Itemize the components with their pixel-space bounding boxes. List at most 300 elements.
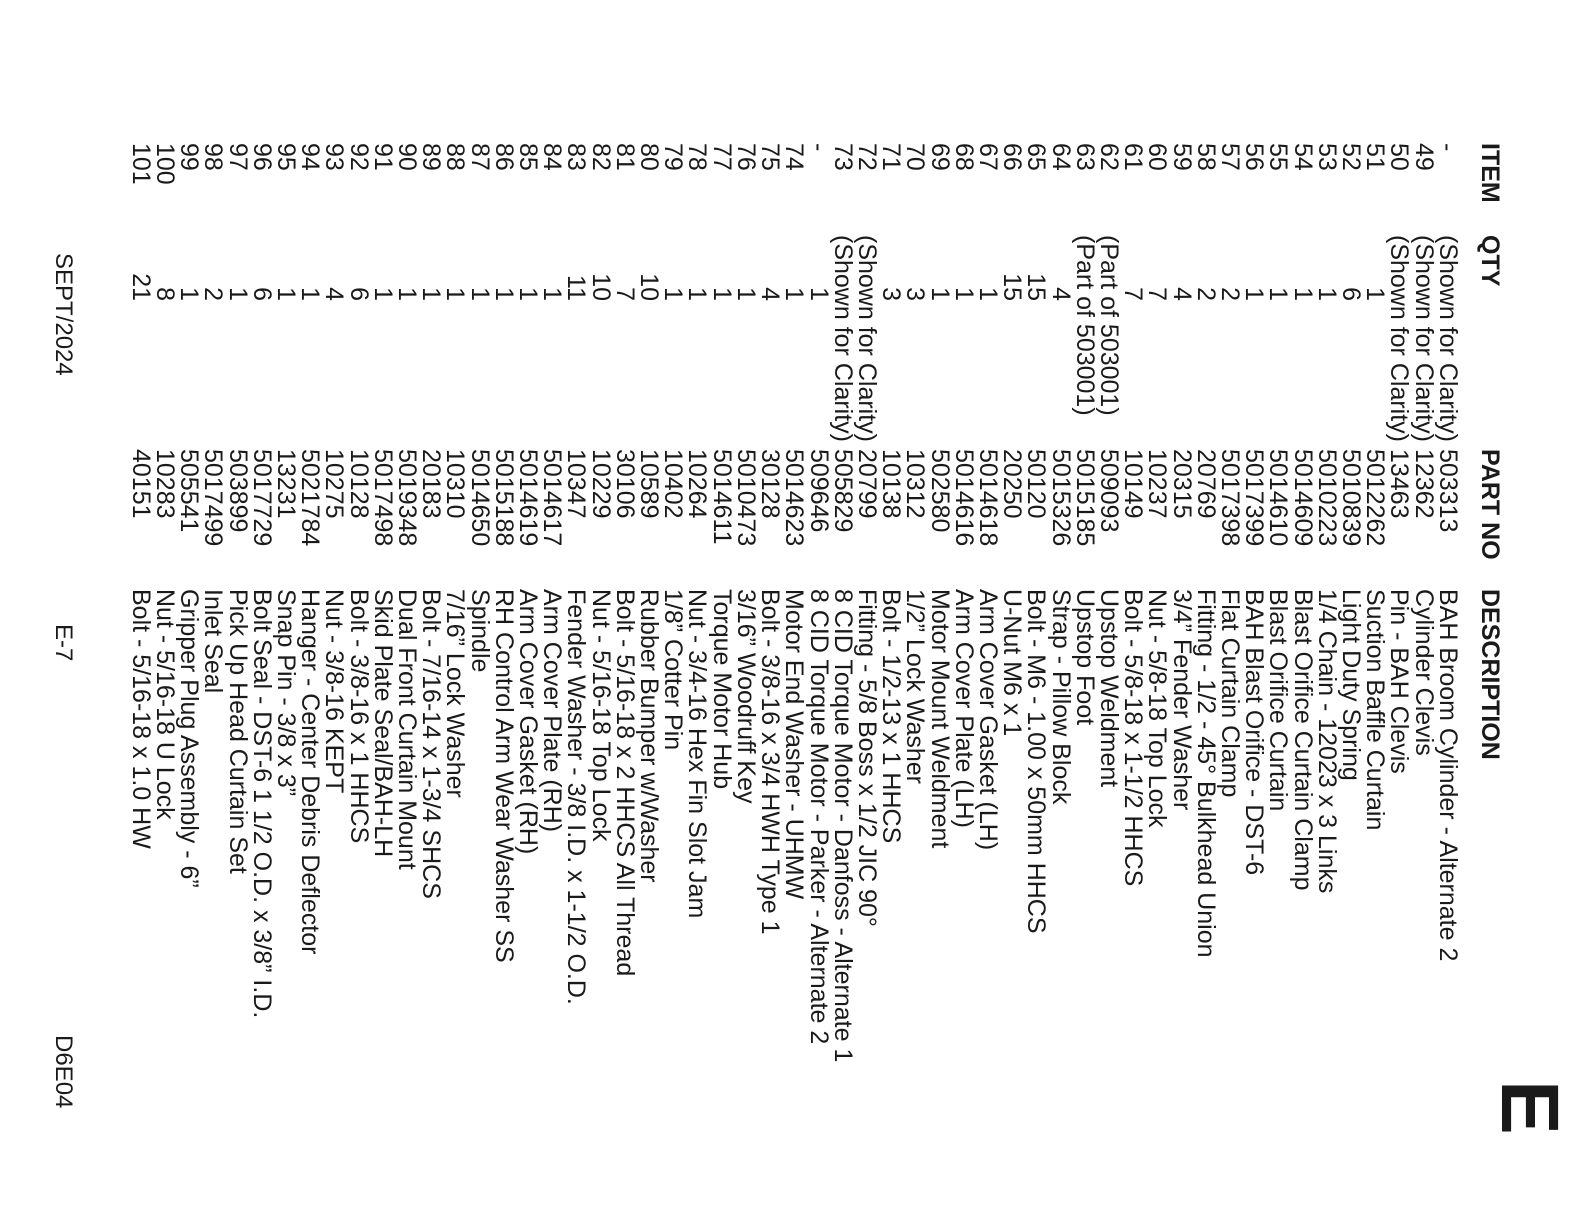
description-cell: Upstop Weldment [1094,589,1123,788]
qty-value: 1 [441,287,470,301]
qty-value: 1 [465,287,494,301]
item-cell: 92 [344,143,373,171]
description-cell: Rubber Bumper w/Washer [635,589,664,883]
description-cell: Light Duty Spring [1336,589,1365,781]
table-row [588,143,612,1062]
qty-cell [538,235,567,449]
table-row [274,143,298,1062]
part-no-cell: 10312 [901,449,930,519]
table-header-row [1460,143,1502,1062]
description-cell: 8 CID Torque Motor - Parker - Alternate 2 [804,589,833,1045]
part-no-cell: 505541 [175,449,204,533]
qty-value: 1 [804,287,833,301]
part-no-cell: 10310 [441,449,470,519]
part-no-cell: 5014611 [707,449,736,545]
description-cell: BAH Blast Orifice - DST-6 [1240,589,1269,876]
qty-value: 1 [1240,287,1269,301]
qty-value: 7 [610,287,639,301]
part-no-cell: 50120 [1022,449,1051,519]
item-cell: 62 [1094,143,1123,171]
item-cell: 87 [465,143,494,171]
description-cell: 3/16” Woodruff Key [731,589,760,804]
part-no-cell: 13463 [1385,449,1414,519]
qty-cell [296,235,325,449]
item-cell: 100 [151,143,180,185]
qty-cell [393,235,422,449]
part-no-cell: 5014618 [973,449,1002,547]
qty-cell [731,235,760,449]
part-no-cell: 5015185 [1070,449,1099,547]
description-cell: Pick Up Head Curtain Set [223,589,252,874]
part-no-cell: 10264 [683,449,712,519]
table-row [201,143,225,1062]
qty-value: 1 [731,287,760,301]
table-row [371,143,395,1062]
description-cell: Inlet Seal [199,589,228,694]
qty-value: 2 [1191,287,1220,301]
table-row [927,143,951,1062]
table-row [346,143,370,1062]
part-no-cell: 12362 [1409,449,1438,519]
table-row [516,143,540,1062]
item-cell: 74 [780,143,809,171]
part-no-cell: 5014623 [780,449,809,547]
item-cell: - [1433,143,1462,152]
item-cell: 70 [901,143,930,171]
part-no-cell: 10402 [659,449,688,519]
qty-value: 4 [1167,287,1196,301]
qty-cell [441,235,470,449]
item-cell: - [804,143,833,152]
item-cell: 84 [538,143,567,171]
qty-value: 3 [901,287,930,301]
qty-value: 3 [877,287,906,301]
description-cell: Bolt - 7/16-14 x 1-3/4 SHCS [417,589,446,899]
description-cell: Arm Cover Gasket (RH) [514,589,543,855]
item-cell: 83 [562,143,591,171]
table-row [443,143,467,1062]
qty-cell [465,235,494,449]
qty-value: 2 [1215,287,1244,301]
description-cell: Pin - BAH Clevis [1385,589,1414,774]
footer-date: SEPT/2024 [50,253,77,376]
description-cell: Bolt - 5/16-18 x 1.0 HW [126,589,155,849]
qty-cell [998,235,1027,449]
part-no-cell: 20315 [1167,449,1196,519]
description-cell: Torque Motor Hub [707,589,736,790]
qty-value: 1 [538,287,567,301]
qty-cell [1167,235,1196,449]
item-cell: 99 [175,143,204,171]
table-row [685,143,709,1062]
item-cell: 50 [1385,143,1414,171]
qty-value: 6 [247,287,276,301]
qty-cell: (Shown for Clarity) [1409,235,1438,442]
qty-cell: (Shown for Clarity) [1433,235,1462,442]
part-no-cell: 5017729 [247,449,276,547]
description-cell: Arm Cover Plate (RH) [538,589,567,833]
description-cell: Nut - 3/4-16 Hex Fin Slot Jam [683,589,712,919]
description-cell: Nut - 5/16-18 Top Lock [586,589,615,842]
item-cell: 51 [1361,143,1390,171]
item-cell: 94 [296,143,325,171]
qty-cell [1191,235,1220,449]
section-letter: E [1484,1080,1575,1135]
description-cell: Bolt - 3/8-16 x 1 HHCS [344,589,373,844]
qty-cell [417,235,446,449]
footer-page-number: E-7 [50,624,77,662]
item-cell: 88 [441,143,470,171]
table-row [952,143,976,1062]
qty-value: 1 [393,287,422,301]
qty-cell [877,235,906,449]
description-cell: Bolt - 3/8-16 x 3/4 HWH Type 1 [756,589,785,935]
qty-value: 7 [1143,287,1172,301]
item-cell: 78 [683,143,712,171]
part-no-cell: 5014617 [538,449,567,547]
qty-cell [1288,235,1317,449]
table-row [661,143,685,1062]
qty-cell [489,235,518,449]
description-cell: RH Control Arm Wear Washer SS [489,589,518,963]
description-cell: Spindle [465,589,494,673]
item-cell: 67 [973,143,1002,171]
item-cell: 64 [1046,143,1075,171]
item-cell: 69 [925,143,954,171]
item-cell: 60 [1143,143,1172,171]
description-cell: 8 CID Torque Motor - Danfoss - Alternate 1 [828,589,857,1063]
qty-value: 6 [344,287,373,301]
item-cell: 56 [1240,143,1269,171]
header-item: ITEM [1476,143,1504,203]
qty-cell [756,235,785,449]
description-cell: Motor End Washer - UHMW [780,589,809,900]
parts-table-body [126,143,1462,1063]
table-row [1169,143,1193,1062]
item-cell: 97 [223,143,252,171]
qty-cell: (Part of 503001) [1070,235,1099,416]
table-row [1436,143,1460,1062]
description-cell: Suction Baffle Curtain [1361,589,1390,831]
part-no-cell: 5010839 [1336,449,1365,547]
qty-cell [320,235,349,449]
table-row [467,143,491,1062]
item-cell: 76 [731,143,760,171]
qty-cell [610,235,639,449]
qty-cell [562,235,591,449]
description-cell: Bolt - M6 - 1.00 x 50mm HHCS [1022,589,1051,934]
qty-cell [1312,235,1341,449]
table-row [395,143,419,1062]
qty-value: 1 [1288,287,1317,301]
description-cell: U-Nut M6 x 1 [998,589,1027,737]
description-cell: Blast Orifice Curtain [1264,589,1293,812]
item-cell: 96 [247,143,276,171]
item-cell: 80 [635,143,664,171]
item-cell: 61 [1119,143,1148,171]
table-row [153,143,177,1062]
qty-cell [175,235,204,449]
item-cell: 72 [852,143,881,171]
qty-cell [1046,235,1075,449]
part-no-cell: 5014650 [465,449,494,547]
description-cell: Snap Pin - 3/8 x 3” [272,589,301,797]
part-no-cell: 505829 [828,449,857,533]
description-cell: 1/2” Lock Washer [901,589,930,784]
item-cell: 77 [707,143,736,171]
qty-cell [1264,235,1293,449]
qty-cell [949,235,978,449]
part-no-cell: 20769 [1191,449,1220,519]
qty-cell [514,235,543,449]
qty-value: 1 [780,287,809,301]
header-description: DESCRIPTION [1476,589,1504,760]
qty-value: 1 [707,287,736,301]
description-cell: Skid Plate Seal/BAH-LH [368,589,397,858]
table-row [1315,143,1339,1062]
table-row [782,143,806,1062]
part-no-cell: 5012262 [1361,449,1390,547]
table-row [492,143,516,1062]
table-row [1266,143,1290,1062]
part-no-cell: 40151 [126,449,155,519]
part-no-cell: 5014609 [1288,449,1317,547]
item-cell: 66 [998,143,1027,171]
part-no-cell: 10138 [877,449,906,519]
part-no-cell: 503899 [223,449,252,533]
qty-value: 1 [949,287,978,301]
qty-value: 6 [1336,287,1365,301]
qty-value: 10 [586,273,615,301]
part-no-cell: 5014610 [1264,449,1293,547]
qty-value: 1 [925,287,954,301]
qty-cell [1336,235,1365,449]
qty-cell [368,235,397,449]
table-row [831,143,855,1062]
qty-cell [804,235,833,449]
description-cell: Nut - 5/16-18 U Lock [151,589,180,820]
qty-cell [344,235,373,449]
part-no-cell: 20799 [852,449,881,519]
part-no-cell: 5014619 [514,449,543,547]
qty-cell [199,235,228,449]
item-cell: 91 [368,143,397,171]
item-cell: 86 [489,143,518,171]
description-cell: 1/4 Chain - 12023 x 3 Links [1312,589,1341,894]
item-cell: 63 [1070,143,1099,171]
qty-value: 1 [1312,287,1341,301]
part-no-cell: 5010223 [1312,449,1341,547]
description-cell: Cylinder Clevis [1409,589,1438,756]
qty-cell: (Shown for Clarity) [1385,235,1414,442]
table-row [225,143,249,1062]
qty-value: 1 [296,287,325,301]
qty-cell [223,235,252,449]
description-cell: 7/16” Lock Washer [441,589,470,798]
qty-value: 11 [562,275,591,301]
item-cell: 59 [1167,143,1196,171]
item-cell: 73 [828,143,857,171]
part-no-cell: 503313 [1433,449,1462,533]
description-cell: Bolt Seal - DST-6 1 1/2 O.D. x 3/8” I.D. [247,589,276,1019]
qty-value: 10 [635,273,664,301]
table-row [879,143,903,1062]
parts-table [126,143,1504,1063]
qty-cell [126,235,155,449]
item-cell: 85 [514,143,543,171]
qty-value: 8 [151,287,180,301]
qty-value: 21 [126,273,155,301]
description-cell: Fender Washer - 3/8 I.D. x 1-1/2 O.D. [562,589,591,1005]
table-row [1242,143,1266,1062]
qty-cell [925,235,954,449]
description-cell: Blast Orifice Curtain Clamp [1288,589,1317,891]
item-cell: 58 [1191,143,1220,171]
qty-cell [707,235,736,449]
description-cell: Hanger - Center Debris Deflector [296,589,325,955]
item-cell: 65 [1022,143,1051,171]
qty-cell [1119,235,1148,449]
header-qty: QTY [1476,235,1504,287]
qty-value: 1 [683,287,712,301]
qty-cell [247,235,276,449]
qty-cell [1143,235,1172,449]
description-cell: 1/8” Cotter Pin [659,589,688,751]
part-no-cell: 5019348 [393,449,422,547]
description-cell: 3/4” Fender Washer [1167,589,1196,811]
part-no-cell: 502580 [925,449,954,533]
qty-value: 1 [1361,287,1390,301]
description-cell: Gripper Plug Assembly - 6” [175,589,204,888]
description-cell: Fitting - 1/2 - 45° Bulkhead Union [1191,589,1220,958]
part-no-cell: 5010473 [731,449,760,547]
part-no-cell: 5017499 [199,449,228,547]
part-no-cell: 509646 [804,449,833,533]
table-row [564,143,588,1062]
item-cell: 71 [877,143,906,171]
header-part-no: PART NO [1476,449,1504,560]
table-row [1024,143,1048,1062]
qty-cell [1022,235,1051,449]
item-cell: 93 [320,143,349,171]
table-row [1363,143,1387,1062]
qty-value: 4 [756,287,785,301]
table-row [419,143,443,1062]
qty-cell [1240,235,1269,449]
item-cell: 89 [417,143,446,171]
qty-value: 1 [417,287,446,301]
table-row [758,143,782,1062]
item-cell: 49 [1409,143,1438,171]
part-no-cell: 509093 [1094,449,1123,533]
table-row [1145,143,1169,1062]
item-cell: 79 [659,143,688,171]
qty-value: 1 [514,287,543,301]
table-row [976,143,1000,1062]
qty-value: 1 [175,287,204,301]
qty-value: 1 [272,287,301,301]
table-row [129,143,153,1062]
qty-value: 2 [199,287,228,301]
description-cell: Bolt - 1/2-13 x 1 HHCS [877,589,906,844]
table-row [1411,143,1435,1062]
table-row [298,143,322,1062]
description-cell: Arm Cover Plate (LH) [949,589,978,828]
qty-value: 1 [489,287,518,301]
item-cell: 98 [199,143,228,171]
qty-cell [973,235,1002,449]
qty-cell [635,235,664,449]
table-row [613,143,637,1062]
table-row [806,143,830,1062]
part-no-cell: 30128 [756,449,785,519]
part-no-cell: 5014616 [949,449,978,547]
part-no-cell: 10347 [562,449,591,519]
part-no-cell: 10283 [151,449,180,519]
part-no-cell: 5017498 [368,449,397,547]
description-cell: Bolt - 5/16-18 x 2 HHCS All Thread [610,589,639,977]
description-cell: Bolt - 5/8-18 x 1-1/2 HHCS [1119,589,1148,887]
item-cell: 53 [1312,143,1341,171]
table-row [1218,143,1242,1062]
description-cell: Arm Cover Gasket (LH) [973,589,1002,851]
qty-value: 7 [1119,287,1148,301]
table-row [540,143,564,1062]
part-no-cell: 5021784 [296,449,325,547]
description-cell: BAH Broom Cylinder - Alternate 2 [1433,589,1462,962]
part-no-cell: 13231 [272,449,301,519]
table-row [1339,143,1363,1062]
item-cell: 82 [586,143,615,171]
part-no-cell: 10149 [1119,449,1148,519]
qty-cell [1361,235,1390,449]
qty-cell: (Shown for Clarity) [852,235,881,442]
table-row [1048,143,1072,1062]
item-cell: 101 [126,143,155,185]
part-no-cell: 10229 [586,449,615,519]
qty-value: 1 [368,287,397,301]
qty-value: 1 [1264,287,1293,301]
item-cell: 81 [610,143,639,171]
part-no-cell: 5017399 [1240,449,1269,547]
qty-cell: (Shown for Clarity) [828,235,857,442]
part-no-cell: 10128 [344,449,373,519]
part-no-cell: 10275 [320,449,349,519]
footer-document-code: D6E04 [50,1035,77,1109]
description-cell: Fitting - 5/8 Boss x 1/2 JIC 90° [852,589,881,927]
qty-value: 4 [1046,287,1075,301]
qty-value: 1 [659,287,688,301]
table-row [1121,143,1145,1062]
table-row [855,143,879,1062]
qty-cell [659,235,688,449]
qty-value: 4 [320,287,349,301]
description-cell: Nut - 3/8-16 KEPT [320,589,349,794]
table-row [1097,143,1121,1062]
part-no-cell: 5015188 [489,449,518,547]
table-row [1194,143,1218,1062]
qty-value: 1 [223,287,252,301]
description-cell: Dual Front Curtain Mount [393,589,422,870]
part-no-cell: 10237 [1143,449,1172,519]
qty-value: 15 [998,273,1027,301]
part-no-cell: 10589 [635,449,664,519]
description-cell: Nut - 5/8-18 Top Lock [1143,589,1172,828]
qty-cell [780,235,809,449]
part-no-cell: 30106 [610,449,639,519]
part-no-cell: 20183 [417,449,446,519]
item-cell: 90 [393,143,422,171]
